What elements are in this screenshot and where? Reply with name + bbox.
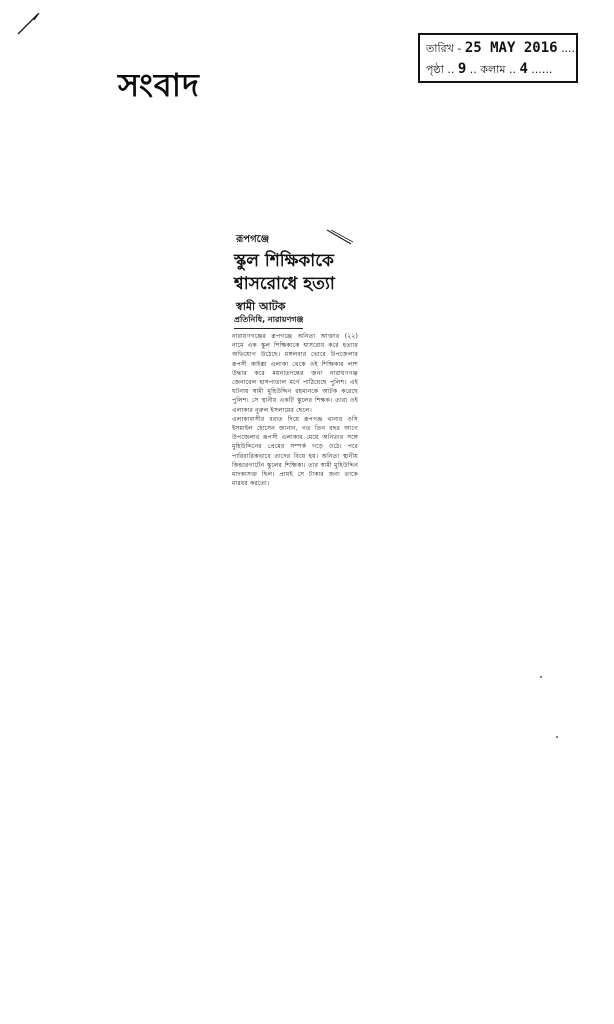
article-kicker: রূপগঞ্জে xyxy=(236,234,270,245)
scan-speck xyxy=(540,676,542,678)
corner-scratch-mark xyxy=(325,228,355,248)
stamp-date-row: তারিখ - 25 MAY 2016 .... xyxy=(426,40,576,56)
stamp-date-label: তারিখ xyxy=(426,42,454,55)
stamp-date-value: 25 MAY 2016 xyxy=(464,40,558,56)
article-subhead: স্বামী আটক xyxy=(236,300,286,313)
stamp-column-value: 4 xyxy=(519,61,528,77)
article-byline: প্রতিনিধি, নারায়ণগঞ্জ xyxy=(234,314,303,329)
date-page-stamp xyxy=(418,33,578,83)
stamp-page-value: 9 xyxy=(457,61,467,77)
scan-speck xyxy=(556,736,558,738)
pen-stroke-mark xyxy=(14,8,44,38)
stamp-page-label: পৃষ্ঠা xyxy=(426,63,444,76)
article-headline: স্কুল শিক্ষিকাকে শ্বাসরোধে হত্যা xyxy=(234,251,335,294)
stamp-page-row: পৃষ্ঠা .. 9 .. কলাম .. 4 ...... xyxy=(426,61,553,77)
article-paragraph: এলাকাবাসীর বরাত দিয়ে রূপগঞ্জ থানার ওসি ইসমাইল হোসেন জানান, গত তিন বছর আগে উপজেলার রূপসী এলাকার মেয়ে অনিতার সঙ্গে মুহিউদ্দিনের প্রেমের সম্পর্ক গড়ে ওঠে। পরে পারিবারিকভাবে তাদের বিয়ে হয়। অনিতা স্থানীয় কিন্ডারগার্টেন স্কুলের শিক্ষিকা। তার স্বামী মুহিউদ্দিন মাদকাসক্ত ছিল। প্রায়ই সে টাকার জন্য তাকে মারধর করতো। xyxy=(232,415,358,488)
newspaper-masthead: সংবাদ xyxy=(118,66,200,104)
article-body xyxy=(232,332,358,488)
stamp-column-label: কলাম xyxy=(480,63,506,76)
article-clipping xyxy=(230,228,358,594)
article-paragraph: নারায়ণগঞ্জের রূপগঞ্জে অনিতা আক্তার (২২) নামে এক স্কুল শিক্ষিকাকে শ্বাসরোধ করে হত্যার অভিযোগ উঠেছে। মঙ্গলবার ভোরে উপজেলার রূপসী কাইক্কা এলাকা থেকে ওই শিক্ষিকার লাশ উদ্ধার করে ময়নাতদন্তের জন্য নারায়ণগঞ্জ জেনারেল হাসপাতাল মর্গে পাঠিয়েছে পুলিশ। এই ঘটনায় স্বামী মুহিউদ্দিন রহমানকে আটক করেছে পুলিশ। সে স্থানীয় একটি স্কুলের শিক্ষক। তারা ওই এলাকার নুরুল ইসলামের ছেলে। xyxy=(232,333,358,414)
